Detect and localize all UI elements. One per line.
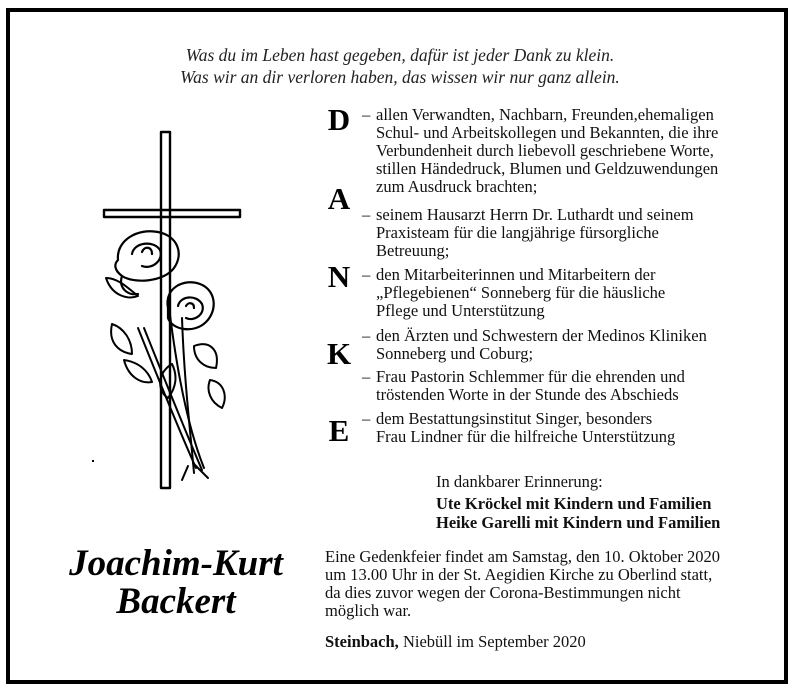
cross-icon [104,132,240,488]
thanks-line: zum Ausdruck brachten; [376,177,538,196]
dash: – [362,205,371,224]
thanks-line: Betreuung; [376,241,450,260]
announcement-line: Eine Gedenkfeier findet am Samstag, den 10. Oktober 2020 [325,547,720,566]
motto-line-2: Was wir an dir verloren haben, das wissen wir nur ganz allein. [180,67,620,87]
signers [436,494,720,532]
announcement-line: da dies zuvor wegen der Corona-Bestimmungen nicht [325,583,681,602]
thanks-line: allen Verwandten, Nachbarn, Freunden,ehemaligen [376,105,714,124]
thanks-line: Frau Pastorin Schlemmer für die ehrenden und [376,367,685,386]
announcement-line: um 13.00 Uhr in der St. Aegidien Kirche zu Oberlind statt, [325,565,713,584]
deceased-first-name: Joachim-Kurt [69,543,283,584]
thanks-text [376,368,752,404]
thanks-line: Verbundenheit durch liebevoll geschriebene Worte, [376,141,714,160]
dash: – [362,105,371,124]
thanks-text [376,206,752,260]
dash: – [362,265,371,284]
danke-letter-k: K [326,336,352,371]
thanks-text [376,106,752,196]
signer-1: Ute Kröckel mit Kindern und Familien [436,494,712,513]
place-date: Niebüll im September 2020 [398,632,586,651]
rose-lower-icon [167,282,213,329]
thanks-line: den Ärzten und Schwestern der Medinos Kliniken [376,326,707,345]
thanks-line: Schul- und Arbeitskollegen und Bekannten, die ihre [376,123,719,142]
thanks-item-clinics [362,327,752,363]
danke-letter-a: A [327,181,351,216]
thanks-line: „Pflegebienen“ Sonneberg für die häusliche [376,283,666,302]
place-town: Steinbach, [325,632,399,651]
thanks-item-pastor [362,368,752,404]
thanks-line: Sonneberg und Coburg; [376,344,534,363]
danke-letter-n: N [327,259,351,294]
motto-line-1: Was du im Leben hast gegeben, dafür ist jeder Dank zu klein. [185,45,615,65]
dash: – [362,409,371,428]
dash: – [362,326,371,345]
announcement-line: möglich war. [325,601,412,620]
thanks-line: stillen Händedruck, Blumen und Geldzuwendungen [376,159,719,178]
cross-with-roses-illustration [98,128,248,498]
thanks-line: Pflege und Unterstützung [376,301,545,320]
deceased-last-name: Backert [116,581,236,622]
stray-mark [92,460,94,462]
signer-2: Heike Garelli mit Kindern und Familien [436,513,721,532]
thanks-text [376,266,752,320]
thanks-line: Praxisteam für die langjährige fürsorgliche [376,223,659,242]
thanks-item-relatives [362,106,752,196]
thanks-line: seinem Hausarzt Herrn Dr. Luthardt und seinem [376,205,694,224]
thanks-line: tröstenden Worte in der Stunde des Abschieds [376,385,679,404]
thanks-text [376,410,752,446]
danke-letter-d: D [327,102,351,137]
place-and-date [325,632,586,652]
thanks-line: dem Bestattungsinstitut Singer, besonders [376,409,653,428]
memorial-label: In dankbarer Erinnerung: [436,472,603,491]
danke-acrostic [322,104,356,454]
thanks-line: Frau Lindner für die hilfreiche Unterstützung [376,427,676,446]
thanks-item-doctor [362,206,752,260]
thanks-text [376,327,752,363]
deceased-name [36,545,316,621]
thanks-item-funeral-home [362,410,752,446]
thanks-line: den Mitarbeiterinnen und Mitarbeitern der [376,265,656,284]
thanks-item-care-staff [362,266,752,320]
motto-verse [0,44,800,88]
dash: – [362,367,371,386]
memorial-service-announcement [325,548,765,620]
danke-letter-e: E [328,413,350,448]
